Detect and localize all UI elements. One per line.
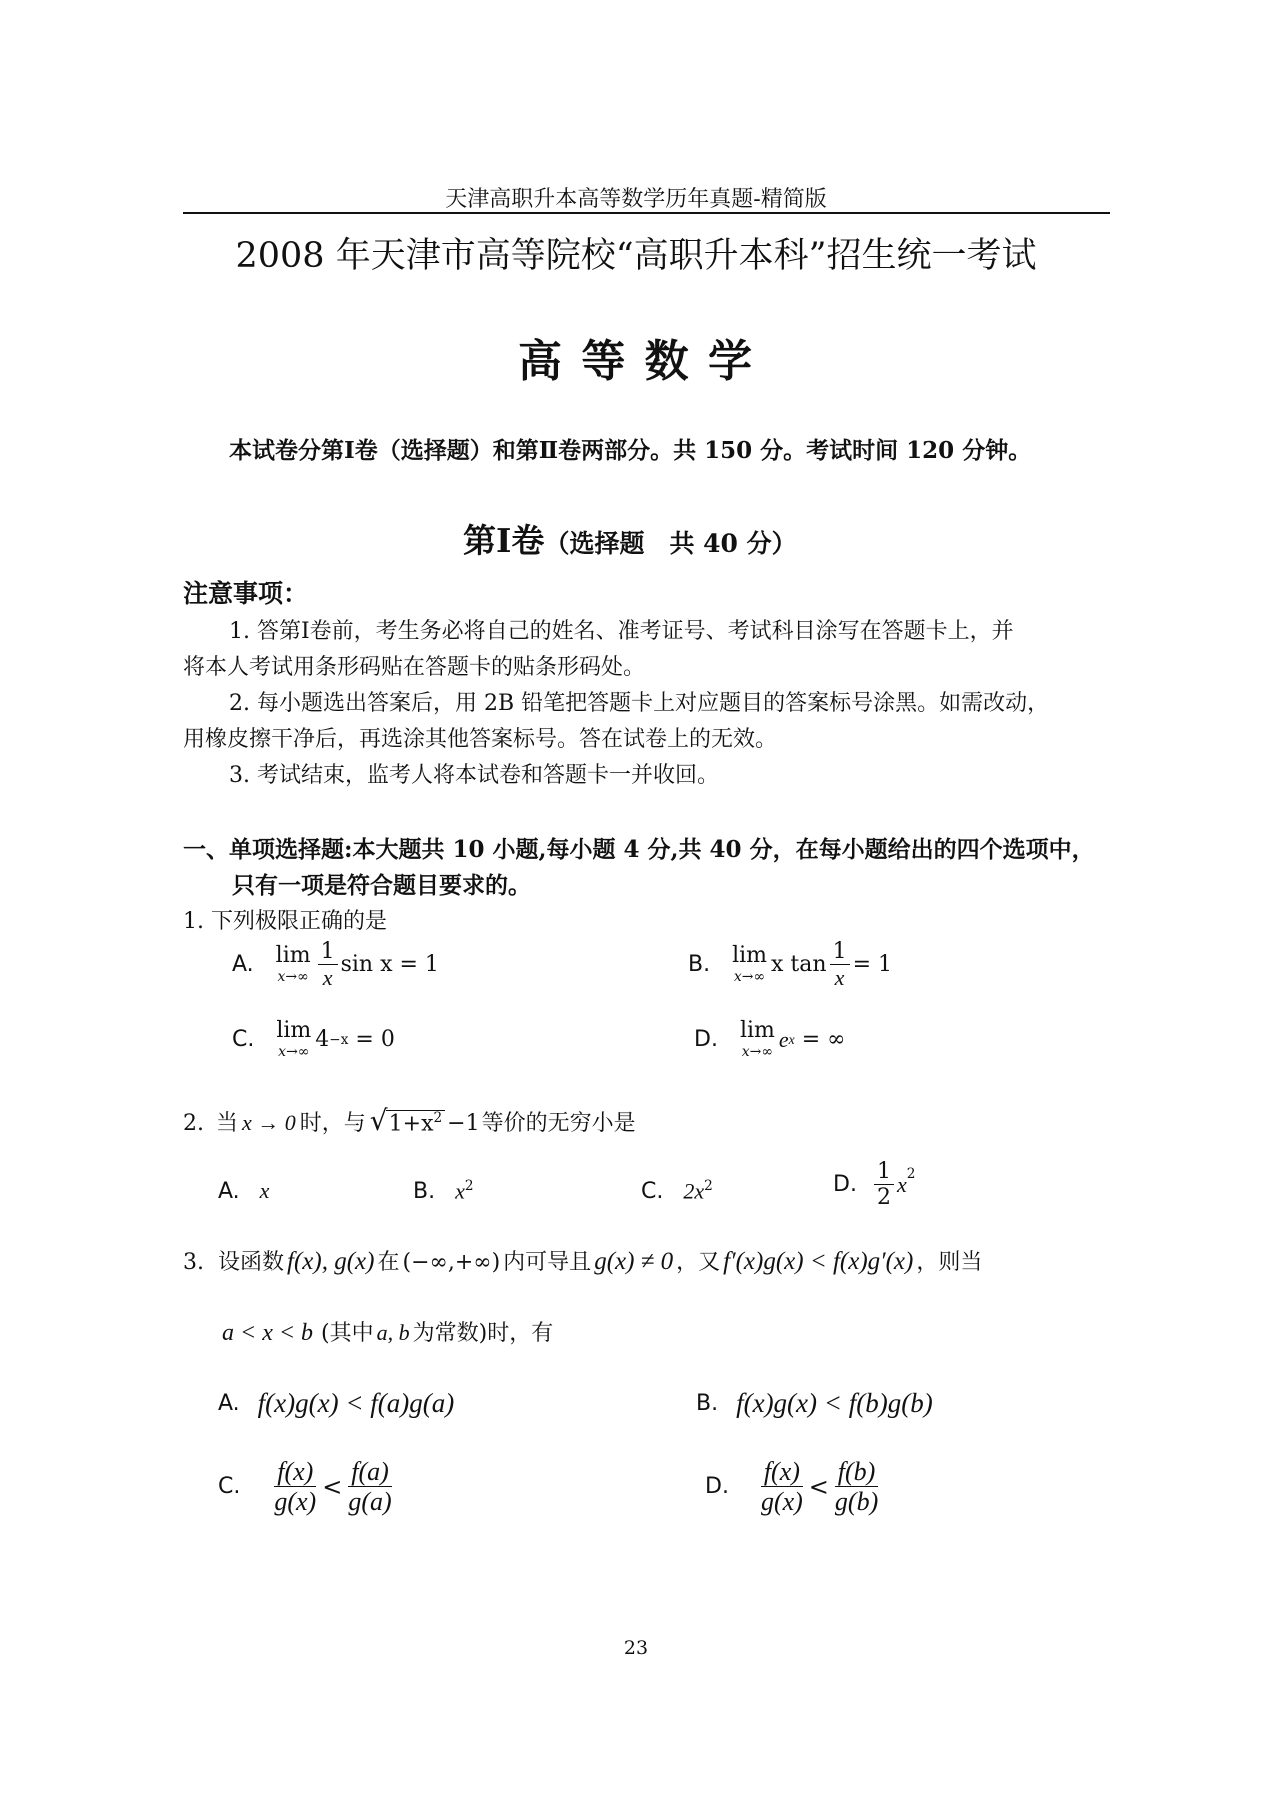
fraction-numerator: f(a) <box>348 1458 392 1487</box>
option-label: C. <box>232 1027 255 1052</box>
q3-text-3: 内可导且 <box>503 1250 592 1275</box>
q1-option-a <box>232 940 439 989</box>
option-label: B. <box>696 1391 719 1416</box>
q1-option-c <box>232 1020 395 1059</box>
option-expression: f(x)g(x) < f(a)g(a) <box>257 1388 455 1418</box>
option-label: D. <box>694 1027 718 1052</box>
question-number: 3. <box>183 1250 204 1275</box>
power-exponent: −x <box>329 1031 349 1048</box>
q3-range: a < x < b <box>222 1320 314 1346</box>
running-header: 天津高职升本高等数学历年真题-精简版 <box>445 187 827 212</box>
limit-operator <box>732 945 767 984</box>
option-label: C. <box>218 1474 241 1500</box>
fraction-right <box>345 1458 394 1516</box>
option-expression: x <box>259 1178 270 1203</box>
subject-title: 高 等 数 学 <box>518 336 754 387</box>
q3-stem-line2 <box>222 1316 553 1347</box>
section1-line2: 只有一项是符合题目要求的。 <box>232 872 531 899</box>
q2-tail: −1 <box>447 1111 480 1136</box>
option-label: D. <box>833 1172 857 1198</box>
limit-operator <box>276 1020 311 1059</box>
comparison-operator: < <box>808 1472 829 1501</box>
expression-rest: = ∞ <box>794 1027 846 1052</box>
q3-functions: f(x), g(x) <box>287 1248 375 1275</box>
q3-constants: a, b <box>376 1320 410 1345</box>
power-exponent: 2 <box>704 1178 713 1194</box>
q3-interval: (−∞,+∞) <box>402 1250 501 1275</box>
exam-title: 2008 年天津市高等院校“高职升本科”招生统一考试 <box>235 236 1037 276</box>
fraction-right <box>832 1458 881 1516</box>
fraction-left <box>758 1458 806 1516</box>
question-number: 2. <box>183 1111 204 1136</box>
note-3-line1: 3. 考试结束，监考人将本试卷和答题卡一并收回。 <box>229 763 719 788</box>
option-label: B. <box>688 952 711 978</box>
fraction-numerator: f(b) <box>835 1458 879 1487</box>
power-base: e <box>778 1026 789 1052</box>
fraction-denominator: g(x) <box>274 1487 317 1517</box>
part1-title-note: （选择题 共 40 分） <box>544 529 797 558</box>
lim-word: lim <box>739 1018 775 1043</box>
lim-subscript: x→∞ <box>733 969 766 986</box>
comparison-operator: < <box>322 1472 343 1501</box>
power-exponent: x <box>788 1031 795 1047</box>
lim-subscript: x→∞ <box>277 969 309 986</box>
q3-stem-line1 <box>183 1245 982 1276</box>
q3-text-6: (其中 <box>321 1321 374 1346</box>
option-label: A. <box>218 1391 240 1416</box>
sqrt-sign: √ <box>369 1104 388 1137</box>
fraction-denominator: g(a) <box>348 1487 392 1517</box>
note-2-line2: 用橡皮擦干净后，再选涂其他答案标号。答在试卷上的无效。 <box>183 727 778 752</box>
fraction <box>830 940 850 989</box>
q3-text-4: ，又 <box>676 1250 721 1275</box>
option-label: A. <box>232 952 254 978</box>
part1-title: 第Ⅰ卷 <box>463 521 545 560</box>
fraction <box>874 1160 894 1209</box>
q3-text-7: 为常数)时，有 <box>412 1321 554 1346</box>
limit-operator <box>740 1020 775 1059</box>
q2-text-end: 等价的无穷小是 <box>481 1111 636 1136</box>
q1-stem: 1. 下列极限正确的是 <box>183 909 387 934</box>
expression-mid: x tan <box>771 952 827 978</box>
fraction <box>318 940 338 989</box>
page-number: 23 <box>623 1637 649 1659</box>
option-expression: f(x)g(x) < f(b)g(b) <box>736 1388 933 1418</box>
expression-rest: = 0 <box>348 1027 395 1052</box>
q3-text-5: ，则当 <box>916 1250 983 1275</box>
lim-word: lim <box>276 1018 312 1043</box>
power-base: x <box>896 1171 907 1197</box>
radicand-text: 1+x <box>388 1111 434 1136</box>
q2-option-c <box>641 1178 713 1204</box>
exam-intro: 本试卷分第Ⅰ卷（选择题）和第Ⅱ卷两部分。共 150 分。考试时间 120 分钟。 <box>229 437 1032 464</box>
power-exponent: 2 <box>464 1178 474 1194</box>
option-label: B. <box>413 1179 436 1205</box>
fraction-numerator: f(x) <box>761 1458 803 1487</box>
fraction-denominator: g(b) <box>834 1487 879 1517</box>
lim-word: lim <box>275 943 311 969</box>
fraction-numerator: 1 <box>318 940 338 965</box>
header-rule <box>183 212 1110 214</box>
fraction-denominator: g(x) <box>760 1487 803 1517</box>
note-1-line1: 1. 答第Ⅰ卷前，考生务必将自己的姓名、准考证号、考试科目涂写在答题卡上，并 <box>229 619 1014 644</box>
q3-option-b <box>696 1388 933 1419</box>
q1-option-b <box>688 940 892 989</box>
lim-subscript: x→∞ <box>278 1044 310 1060</box>
expression-rest: sin x = 1 <box>340 952 439 978</box>
note-2-line1: 2. 每小题选出答案后，用 2B 铅笔把答题卡上对应题目的答案标号涂黑。如需改动， <box>229 691 1050 716</box>
power-base: 2x <box>683 1178 705 1204</box>
power-base: x <box>455 1178 465 1204</box>
fraction-denominator: x <box>322 965 333 991</box>
fraction-left <box>271 1458 319 1516</box>
option-label: A. <box>218 1179 240 1204</box>
option-label: D. <box>705 1474 729 1500</box>
power-base: 4 <box>315 1027 330 1052</box>
q3-text-2: 在 <box>377 1250 400 1275</box>
q2-option-d <box>833 1160 915 1209</box>
q3-option-a <box>218 1388 454 1419</box>
lim-subscript: x→∞ <box>741 1044 774 1060</box>
sqrt-radicand <box>386 1110 446 1137</box>
q3-inequality: f′(x)g(x) < f(x)g′(x) <box>723 1248 914 1275</box>
q3-option-d <box>705 1458 884 1516</box>
notes-heading: 注意事项： <box>183 579 309 608</box>
q3-g-nonzero: g(x) ≠ 0 <box>594 1248 674 1275</box>
expression-rest: = 1 <box>852 952 892 978</box>
fraction-numerator: 1 <box>874 1160 894 1185</box>
radicand-exponent: 2 <box>433 1109 443 1126</box>
q1-option-d <box>694 1020 845 1059</box>
q2-option-b <box>413 1178 474 1204</box>
q3-option-c <box>218 1458 398 1516</box>
power-exponent: 2 <box>906 1166 916 1182</box>
q2-text-when: 当 <box>216 1111 239 1136</box>
fraction-numerator: 1 <box>830 940 850 965</box>
lim-word: lim <box>732 943 768 969</box>
q3-text-1: 设函数 <box>218 1250 285 1275</box>
option-label: C. <box>641 1179 664 1205</box>
limit-operator <box>276 945 311 984</box>
q2-option-a <box>218 1178 269 1204</box>
fraction-denominator: 2 <box>876 1185 891 1211</box>
fraction-denominator: x <box>834 965 845 991</box>
note-1-line2: 将本人考试用条形码贴在答题卡的贴条形码处。 <box>183 655 646 680</box>
part1-heading <box>463 515 797 562</box>
q2-stem <box>183 1104 636 1137</box>
section1-line1: 一、单项选择题:本大题共 10 小题,每小题 4 分,共 40 分，在每小题给出的四个选项中， <box>183 836 1095 863</box>
q2-text-mid: 时，与 <box>299 1111 366 1136</box>
q2-condition: x → 0 <box>242 1110 296 1135</box>
fraction-numerator: f(x) <box>274 1458 316 1487</box>
